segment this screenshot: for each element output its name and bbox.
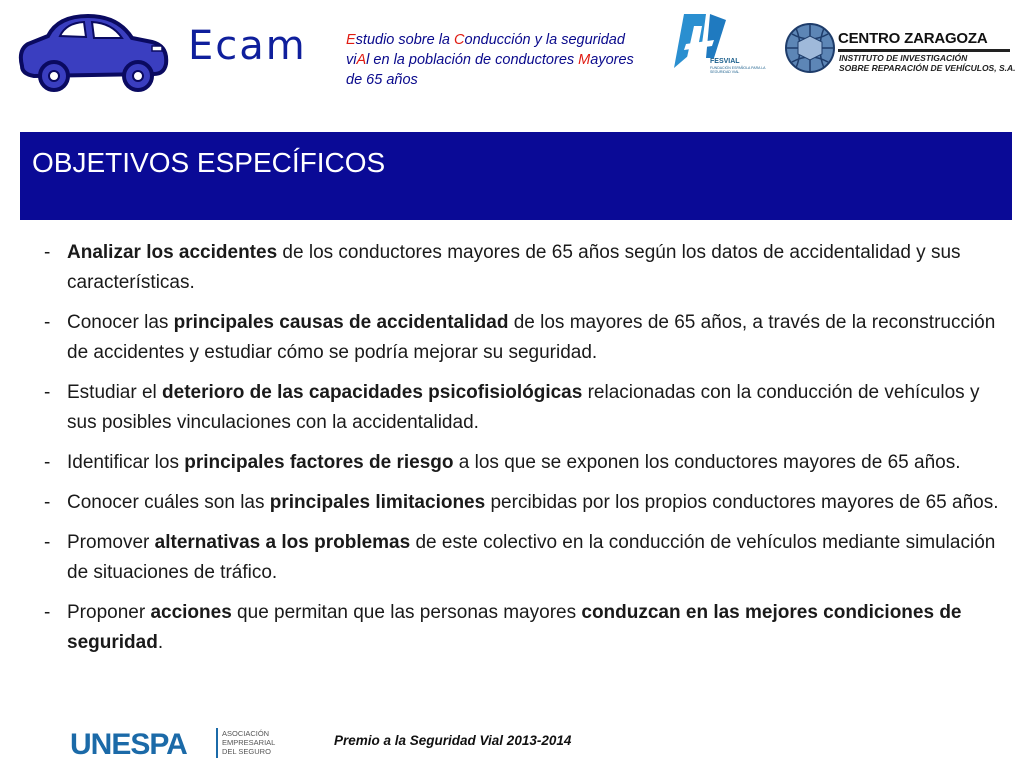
objectives-list <box>44 238 1004 668</box>
objective-item <box>44 238 1004 298</box>
objective-text: que permitan que las personas mayores <box>231 602 582 623</box>
centro-zaragoza-globe-icon <box>784 22 836 74</box>
centro-zaragoza-title: CENTRO ZARAGOZA <box>838 30 988 47</box>
award-text: Premio a la Seguridad Vial 2013-2014 <box>334 733 572 748</box>
study-title-segment: l en la población de conductores <box>366 52 579 68</box>
objective-emphasis: conduzcan en las mejores condiciones de seguridad <box>67 602 962 653</box>
centro-zaragoza-divider <box>838 49 1010 52</box>
objective-item <box>44 378 1004 438</box>
unespa-logo <box>70 724 284 764</box>
objective-emphasis: deterioro de las capacidades psicofisiológicas <box>162 382 583 403</box>
centro-zaragoza-subtitle-2: SOBRE REPARACIÓN DE VEHÍCULOS, S.A. <box>839 63 1016 73</box>
unespa-tagline-3: DEL SEGURO <box>222 747 271 756</box>
objective-text: . <box>157 632 164 653</box>
objective-item <box>44 308 1004 368</box>
ecam-logo-text: Ecam <box>188 23 307 69</box>
centro-zaragoza-subtitle-1: INSTITUTO DE INVESTIGACIÓN <box>839 53 968 63</box>
objective-text: Conocer cuáles son las <box>67 492 270 513</box>
study-title-segment: studio sobre la <box>355 32 455 48</box>
study-title-segment: onducción y la seguridad vi <box>346 32 625 68</box>
objective-text: percibidas por los propios conductores mayores de 65 años. <box>485 492 999 513</box>
study-title-accent: M <box>578 52 591 68</box>
objective-emphasis: Analizar los accidentes <box>67 242 278 263</box>
bullet-dash: - <box>44 492 51 513</box>
objective-item <box>44 488 1004 518</box>
study-title <box>346 30 636 90</box>
bullet-dash: - <box>44 382 51 403</box>
objective-text: Promover <box>67 532 155 553</box>
objective-emphasis: alternativas a los problemas <box>154 532 411 553</box>
objective-emphasis: acciones <box>150 602 232 623</box>
objective-item <box>44 528 1004 588</box>
objective-item <box>44 448 1004 478</box>
fesvial-logo-tagline: FUNDACIÓN ESPAÑOLA PARA LA SEGURIDAD VIAL <box>710 66 766 74</box>
objective-text: a los que se exponen los conductores mayores de 65 años. <box>453 452 961 473</box>
bullet-dash: - <box>44 532 51 553</box>
objective-emphasis: principales limitaciones <box>269 492 486 513</box>
unespa-tagline-1: ASOCIACIÓN <box>222 729 270 738</box>
objective-text: de los mayores de 65 años, a través de la reconstrucción de accidentes y estudiar cómo se podría mejorar su seguridad. <box>67 312 996 363</box>
objective-text: Identificar los <box>67 452 185 473</box>
objective-text: Estudiar el <box>67 382 163 403</box>
unespa-logo-text: UNESPA <box>70 728 187 761</box>
study-title-accent: E <box>346 32 356 48</box>
objective-text: Proponer <box>67 602 151 623</box>
bullet-dash: - <box>44 452 51 473</box>
study-title-segment: ayores de 65 años <box>346 52 634 88</box>
unespa-tagline-2: EMPRESARIAL <box>222 738 276 747</box>
objective-text: relacionadas con la conducción de vehículos y sus posibles vinculaciones con la accidentalidad. <box>67 382 980 433</box>
study-title-accent: C <box>454 32 465 48</box>
car-icon <box>14 10 174 96</box>
fesvial-logo-name: FESVIAL <box>710 58 740 65</box>
bullet-dash: - <box>44 312 51 333</box>
objective-item <box>44 598 1004 658</box>
objective-text: Conocer las <box>67 312 174 333</box>
bullet-dash: - <box>44 242 51 263</box>
objective-emphasis: principales factores de riesgo <box>184 452 454 473</box>
objective-text: de los conductores mayores de 65 años según los datos de accidentalidad y sus características. <box>67 242 961 293</box>
objective-emphasis: principales causas de accidentalidad <box>173 312 509 333</box>
bullet-dash: - <box>44 602 51 623</box>
section-title: OBJETIVOS ESPECÍFICOS <box>32 147 386 178</box>
objective-text: de este colectivo en la conducción de vehículos mediante simulación de situaciones de tráfico. <box>67 532 996 583</box>
study-title-accent: A <box>356 52 367 68</box>
